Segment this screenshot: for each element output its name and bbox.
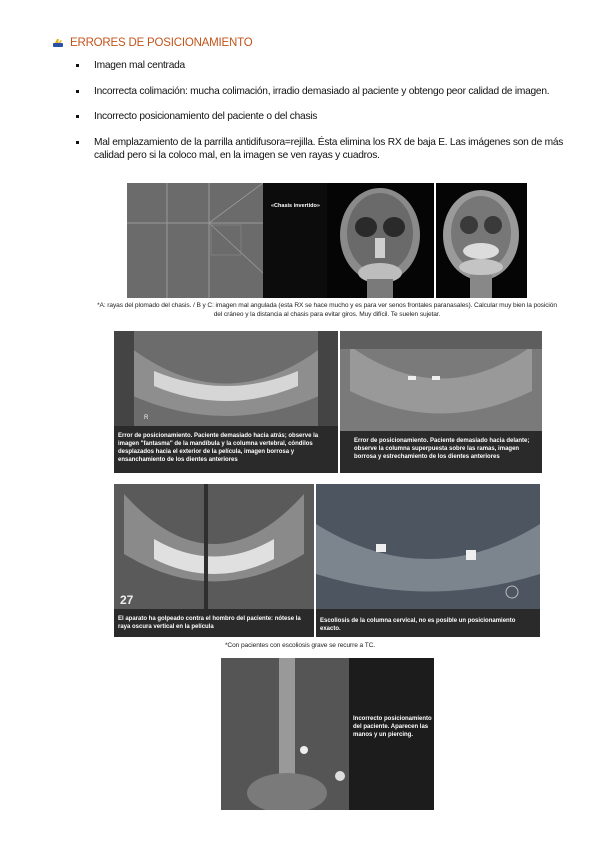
bullet-list [74,58,574,175]
panoramic-shoulder-text: El aparato ha golpeado contra el hombro del paciente: nótese la raya oscura vertical en la película [118,616,301,630]
xray-skull-b [327,183,434,298]
xray-panoramic-right [340,331,542,473]
bullet-item: Mal emplazamiento de la parrilla antidifusora=rejilla. Ésta elimina los RX de baja E. Las imágenes son de más calidad pero si la coloco mal, en la imagen se ven rayas y cuadros. [74,136,574,163]
bullet-item: Imagen mal centrada [74,59,574,73]
svg-text:R: R [144,415,149,421]
abdominal-text: Incorrecto posicionamiento del paciente. Aparecen las manos y un piercing. [353,716,432,738]
bullet-item: Incorrecta colimación: mucha colimación, irradio demasiado al paciente y obtengo peor calidad de imagen. [74,85,574,99]
chassis-label: «Chasis invertido» [271,203,320,209]
svg-text:27: 27 [120,593,134,607]
xray-skull-c [436,183,527,298]
chassis-label-panel [263,183,327,298]
section-heading [52,37,252,49]
xray-abdominal-hands [221,658,434,810]
xray-panoramic-shoulder [114,484,314,637]
heading-text: ERRORES DE POSICIONAMIENTO [70,37,253,49]
panoramic-right-text: Error de posicionamiento. Paciente demasiado hacia delante; observe la columna superpuesta sobre las ramas, imagen borrosa y estrechamiento de los dientes anteriores [354,438,530,460]
xray-chassis-grid [127,183,263,298]
xray-panoramic-left [114,331,338,473]
bullet-item: Incorrecto posicionamiento del paciente o del chasis [74,110,574,124]
hand-pointer-icon [52,37,64,49]
panoramic-left-text: Error de posicionamiento. Paciente demasiado hacia atrás; observe la imagen "fantasma" de la mandíbula y la columna vertebral, cóndilos desplazados hacia el exterior de la película, imagen borrosa y ensanchamiento de los dientes anteriores [118,433,319,463]
scoliosis-text: Escoliosis de la columna cervical, no es posible un posicionamiento exacto. [320,618,516,632]
figure3-caption: *Con pacientes con escoliosis grave se recurre a TC. [224,642,376,649]
figure1-caption: *A: rayas del plomado del chasis. / B y C: imagen mal angulada (esta RX se hace mucho y es para ver senos frontales paranasales). Calcular muy bien la posición del cráneo y la distancia al chasis para evitar giros. Muy difícil. Te suelen sujetar. [97,302,557,318]
xray-scoliosis-cervical [316,484,540,637]
